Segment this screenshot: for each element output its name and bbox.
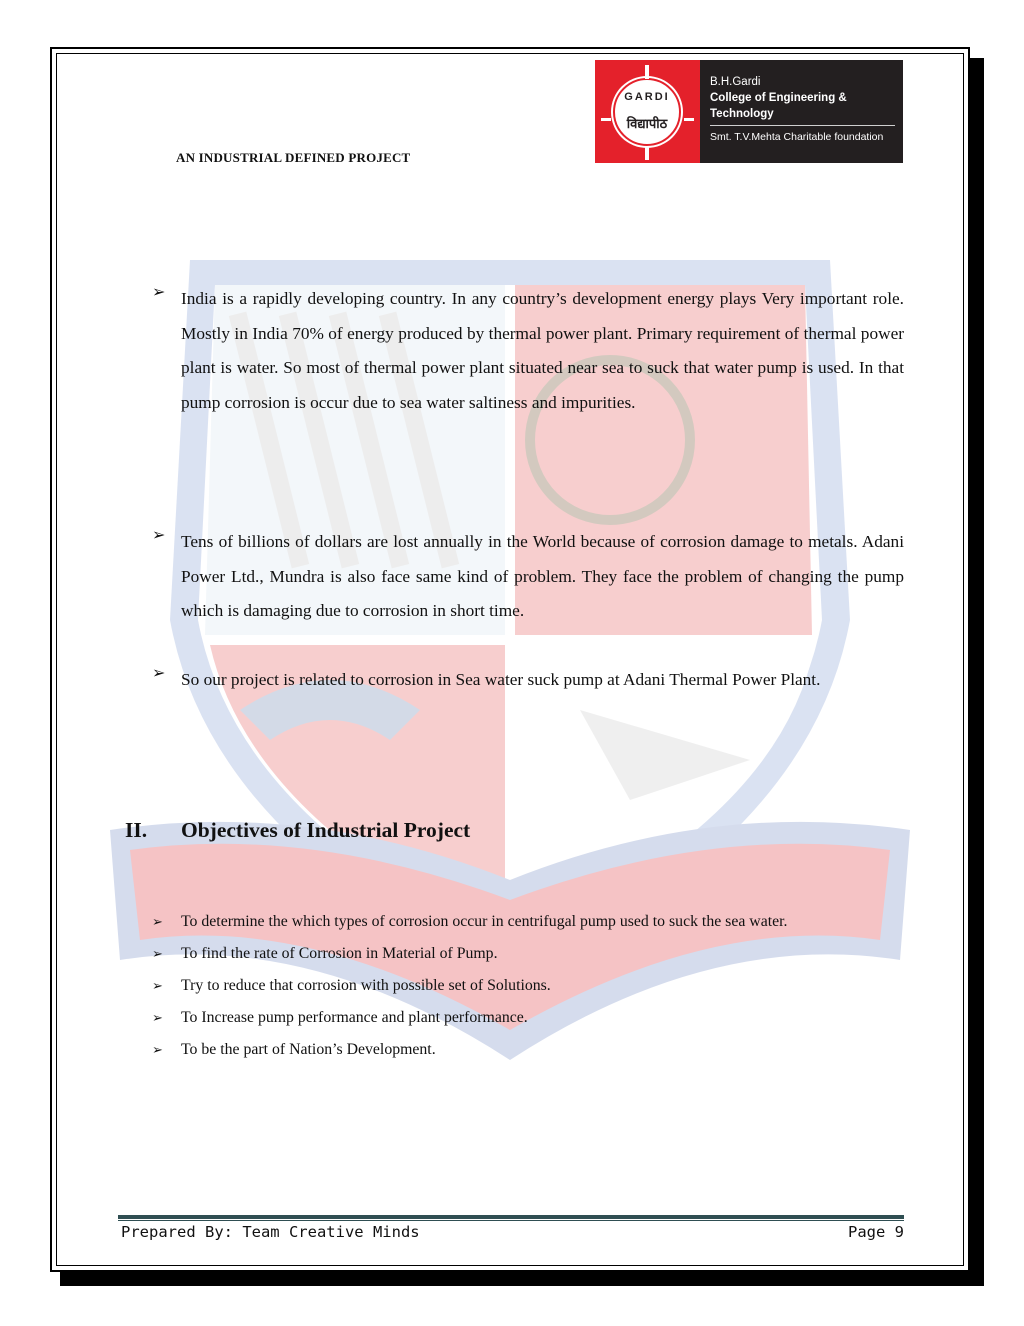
intro-bullet xyxy=(152,525,904,629)
arrow-bullet-icon: ➢ xyxy=(152,914,163,929)
footer-prepared-by: Prepared By: Team Creative Minds xyxy=(121,1223,420,1241)
page-number: Page 9 xyxy=(848,1223,904,1241)
arrow-bullet-icon: ➢ xyxy=(152,284,166,301)
objective-text: To be the part of Nation’s Development. xyxy=(181,1041,436,1058)
bullet-text: India is a rapidly developing country. In any country’s development energy plays Very important role. Mostly in India 70% of energy produced by thermal power plant. Primary requirement of thermal power plant is water. So most of thermal power plant situated near sea to suck that water pump is used. In that pump corrosion is occur due to sea water saltiness and impurities. xyxy=(181,289,904,412)
list-item xyxy=(152,970,912,1002)
badge-bottom-text: विद्यापीठ xyxy=(626,117,668,132)
intro-bullet xyxy=(152,282,904,420)
gardi-seal-icon xyxy=(595,60,700,163)
objectives-list xyxy=(152,906,912,1066)
badge-top-text: GARDI xyxy=(624,91,670,103)
arrow-bullet-icon: ➢ xyxy=(152,1042,163,1057)
objective-text: To determine the which types of corrosion occur in centrifugal pump used to suck the sea water. xyxy=(181,913,788,930)
gardi-badge xyxy=(595,60,700,163)
college-name: B.H.Gardi xyxy=(710,76,761,88)
list-item xyxy=(152,1002,912,1034)
logo-divider xyxy=(710,125,895,126)
project-header-label: AN INDUSTRIAL DEFINED PROJECT xyxy=(176,150,411,165)
college-logo xyxy=(595,60,903,163)
intro-bullet xyxy=(152,663,904,698)
college-subtitle: College of Engineering & Technology xyxy=(710,92,847,120)
objective-text: To Increase pump performance and plant performance. xyxy=(181,1009,528,1026)
section-number: II. xyxy=(125,818,148,842)
list-item xyxy=(152,1034,912,1066)
bullet-text: So our project is related to corrosion in Sea water suck pump at Adani Thermal Power Plant. xyxy=(181,670,821,689)
arrow-bullet-icon: ➢ xyxy=(152,665,166,682)
footer-divider-thin xyxy=(118,1220,904,1221)
list-item xyxy=(152,906,912,938)
footer-divider xyxy=(118,1215,904,1219)
foundation-name: Smt. T.V.Mehta Charitable foundation xyxy=(710,131,884,143)
arrow-bullet-icon: ➢ xyxy=(152,946,163,961)
section-title: Objectives of Industrial Project xyxy=(181,818,471,842)
list-item xyxy=(152,938,912,970)
objective-text: To find the rate of Corrosion in Material of Pump. xyxy=(181,945,498,962)
objective-text: Try to reduce that corrosion with possible set of Solutions. xyxy=(181,977,551,994)
arrow-bullet-icon: ➢ xyxy=(152,978,163,993)
college-name-block xyxy=(700,60,903,163)
bullet-text: Tens of billions of dollars are lost annually in the World because of corrosion damage to metals. Adani Power Ltd., Mundra is also face same kind of problem. They face the problem of changing the pump which is damaging due to corrosion in short time. xyxy=(181,532,904,621)
arrow-bullet-icon: ➢ xyxy=(152,527,166,544)
arrow-bullet-icon: ➢ xyxy=(152,1010,163,1025)
